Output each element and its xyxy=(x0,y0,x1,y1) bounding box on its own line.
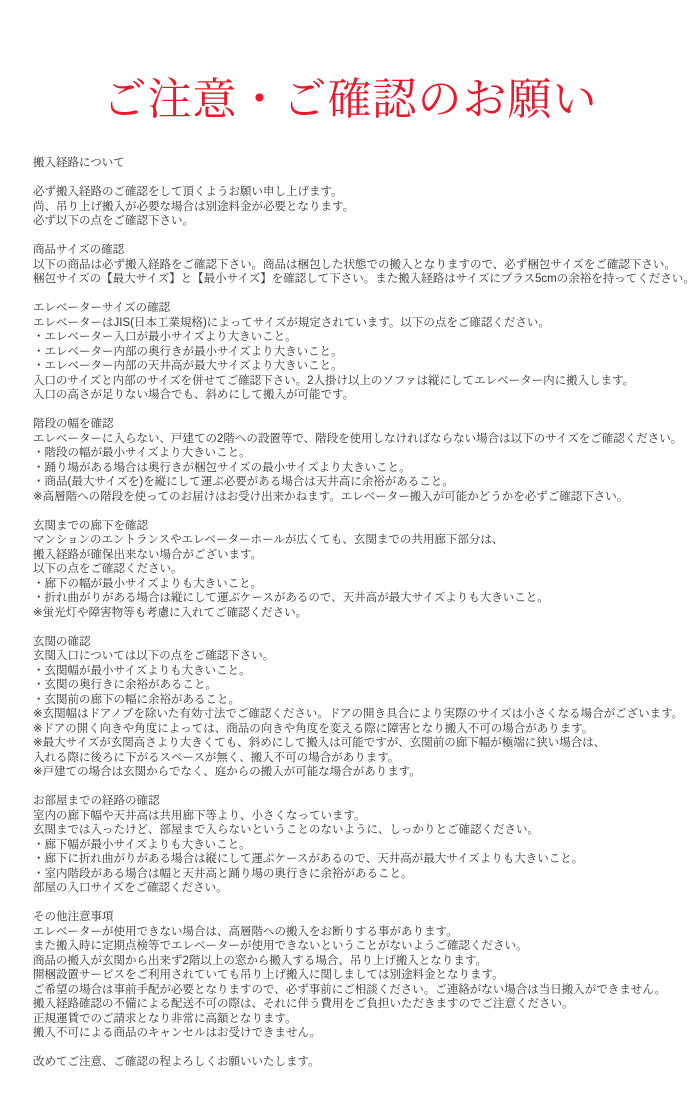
section-heading: その他注意事項 xyxy=(33,911,114,923)
text-line: ※高層階への階段を使ってのお届けはお受け出来かねます。エレベーター搬入が可能かどうかを必ずご確認下さい。 xyxy=(33,490,629,503)
text-line: ・室内階段がある場合は幅と天井高と踊り場の奥行きに余裕があること。 xyxy=(33,867,413,880)
section-heading: 搬入経路について xyxy=(33,157,125,169)
text-line: 梱包サイズの【最大サイズ】と【最小サイズ】を確認して下さい。また搬入経路はサイズにプラス5cmの余裕を持ってください。 xyxy=(33,273,695,285)
text-line: 必ず以下の点をご確認下さい。 xyxy=(33,215,194,227)
text-line: エレベーターが使用できない場合は、高層階への搬入をお断りする事があります。 xyxy=(33,925,458,938)
text-line: 玄関までは入ったけど、部屋まで入らないということのないように、しっかりとご確認ください。 xyxy=(33,824,539,836)
text-section xyxy=(33,156,700,229)
text-line: ・玄関の奥行きに余裕があること。 xyxy=(33,679,217,691)
text-line: 搬入経路が確保出来ない場合がございます。 xyxy=(33,548,263,561)
text-line: 部屋の入口サイズをご確認ください。 xyxy=(33,882,228,894)
text-line: 搬入経路確認の不備による配送不可の際は、それに伴う費用をご負担いただきますのでご注意ください。 xyxy=(33,998,574,1010)
text-section xyxy=(33,1055,700,1070)
text-section xyxy=(33,301,700,403)
text-line: ・廊下の幅が最小サイズよりも大きいこと。 xyxy=(33,577,263,590)
text-line: 搬入不可による商品のキャンセルはお受けできません。 xyxy=(33,1027,322,1039)
text-line: ・玄関前の廊下の幅に余裕があること。 xyxy=(33,693,240,706)
text-line: 以下の商品は必ず搬入経路をご確認下さい。商品は梱包した状態での搬入となりますので、必ず梱包サイズをご確認下さい。 xyxy=(33,258,676,271)
text-line: ・エレベーター入口が最小サイズより大きいこと。 xyxy=(33,331,297,343)
text-line: 改めてご注意、ご確認の程よろしくお願いいたします。 xyxy=(33,1056,320,1068)
text-section xyxy=(33,794,700,896)
text-line: ・折れ曲がりがある場合は縦にして運ぶケースがあるので、天井高が最大サイズよりも大きいこと。 xyxy=(33,592,549,604)
text-line: 以下の点をご確認ください。 xyxy=(33,563,183,575)
text-line: 開梱設置サービスをご利用されていても吊り上げ搬入に関しましては別途料金となります。 xyxy=(33,969,504,981)
text-line: ※戸建ての場合は玄関からでなく、庭からの搬入が可能な場合があります。 xyxy=(33,766,421,778)
section-heading: 商品サイズの確認 xyxy=(33,244,125,256)
text-line: 商品の搬入が玄関から出来ず2階以上の窓から搬入する場合、吊り上げ搬入となります。 xyxy=(33,954,487,967)
text-line: また搬入時に定期点検等でエレベーターが使用できないということがないようご確認ください。 xyxy=(33,940,528,952)
text-line: ※蛍光灯や障害物等も考慮に入れてご確認ください。 xyxy=(33,606,308,619)
text-line: ・踊り場がある場合は奥行きが梱包サイズの最小サイズより大きいこと。 xyxy=(33,461,411,474)
text-line: ご希望の場合は事前手配が必要となりますので、必ず事前にご相談ください。ご連絡がない場合は当日搬入ができません。 xyxy=(33,983,666,996)
text-line: ※ドアの開く向きや角度によっては、商品の向きや角度を変える際に障害となり搬入不可の場合があります。 xyxy=(33,722,594,735)
text-section xyxy=(33,519,700,621)
text-line: ・商品(最大サイズを)を縦にして運ぶ必要がある場合は天井高に余裕があること。 xyxy=(33,476,454,488)
text-line: エレベーターに入らない、戸建ての2階への設置等で、階段を使用しなければならない場合は以下のサイズをご確認ください。 xyxy=(33,432,683,445)
text-section xyxy=(33,635,700,780)
section-heading: エレベーターサイズの確認 xyxy=(33,302,171,314)
text-line: 室内の廊下幅や天井高は共用廊下等より、小さくなっています。 xyxy=(33,809,366,822)
text-line: 正規運賃でのご請求となり非常に高額となります。 xyxy=(33,1012,297,1025)
section-heading: 玄関までの廊下を確認 xyxy=(33,519,148,532)
text-line: 入れる際に後ろに下がるスペースが無く、搬入不可の場合があります。 xyxy=(33,751,400,764)
page-title: ご注意・ご確認のお願い xyxy=(102,75,598,125)
text-line: ・エレベーター内部の天井高が最大サイズより大きいこと。 xyxy=(33,360,343,372)
text-line: ・エレベーター内部の奥行きが最小サイズより大きいこと。 xyxy=(33,345,343,358)
text-line: ※最大サイズが玄関高さより大きくても、斜めにして搬入は可能ですが、玄関前の廊下幅が極端に狭い場合は、 xyxy=(33,737,606,749)
text-line: 必ず搬入経路のご確認をして頂くようお願い申し上げます。 xyxy=(33,186,343,198)
text-line: ・廊下に折れ曲がりがある場合は縦にして運ぶケースがあるので、天井高が最大サイズよりも大きいこと。 xyxy=(33,853,584,865)
section-heading: 玄関の確認 xyxy=(33,635,91,648)
text-line: ・玄関幅が最小サイズよりも大きいこと。 xyxy=(33,664,251,677)
text-section xyxy=(33,243,700,287)
blank-line xyxy=(33,171,700,186)
text-line: エレベーターはJIS(日本工業規格)によってサイズが規定されています。以下の点をご確認ください。 xyxy=(33,316,550,329)
text-line: ・廊下幅が最小サイズよりも大きいこと。 xyxy=(33,838,251,851)
section-heading: お部屋までの経路の確認 xyxy=(33,795,160,807)
text-line: 入口の高さが足りない場合でも、斜めにして搬入が可能です。 xyxy=(33,389,355,401)
text-line: ・階段の幅が最小サイズより大きいこと。 xyxy=(33,447,251,459)
text-section xyxy=(33,910,700,1041)
text-section xyxy=(33,417,700,504)
text-line: 玄関入口については以下の点をご確認下さい。 xyxy=(33,650,275,662)
text-line: マンションのエントランスやエレベーターホールが広くても、玄関までの共用廊下部分は、 xyxy=(33,534,504,546)
notice-document-body xyxy=(33,156,700,1070)
text-line: ※玄関幅はドアノブを除いた有効寸法でご確認ください。ドアの開き具合により実際のサイズは小さくなる場合がございます。 xyxy=(33,708,684,720)
text-line: 尚、吊り上げ搬入が必要な場合は別途料金が必要となります。 xyxy=(33,200,355,213)
section-heading: 階段の幅を確認 xyxy=(33,418,114,430)
text-line: 入口のサイズと内部のサイズを併せてご確認下さい。2人掛け以上のソファは縦にしてエレベーター内に搬入します。 xyxy=(33,374,635,387)
